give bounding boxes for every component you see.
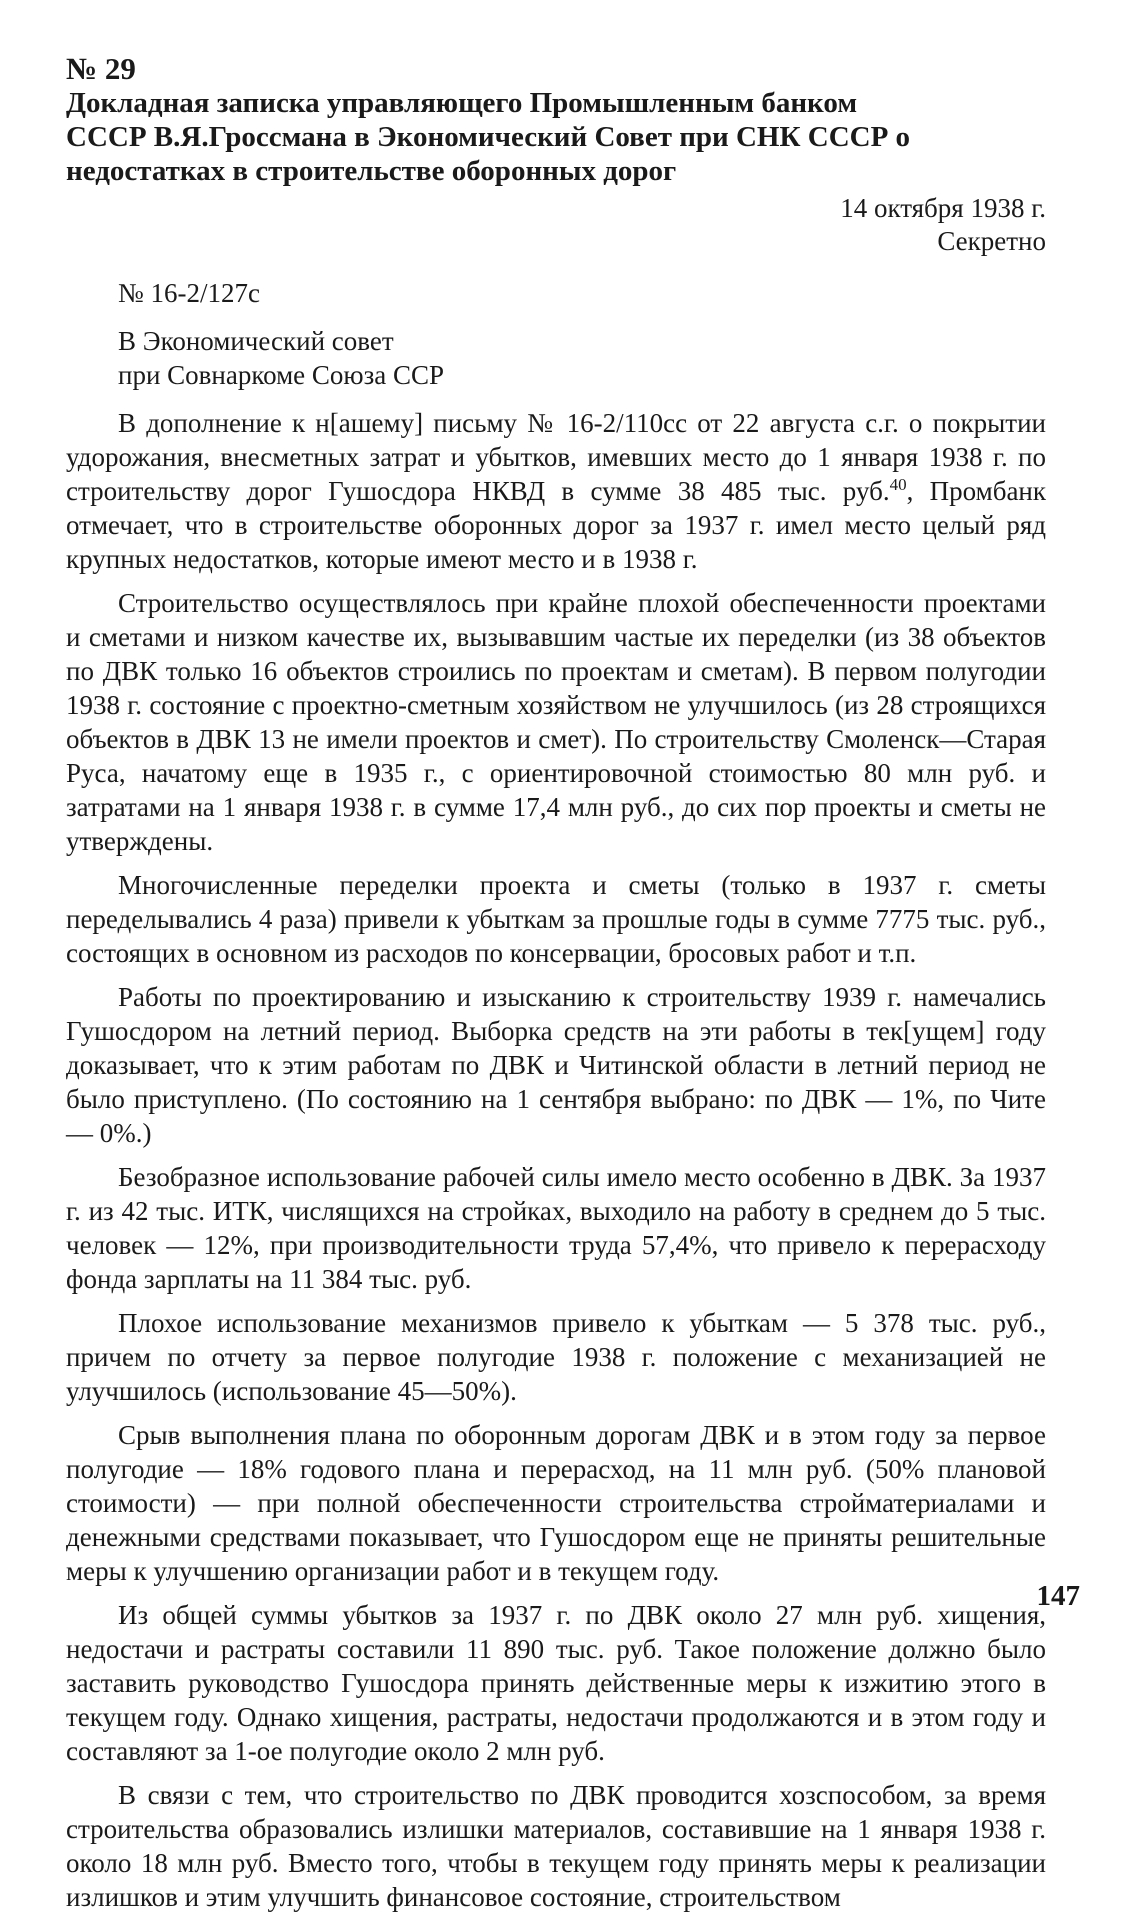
registration-number: № 16-2/127с (118, 278, 260, 308)
document-body (66, 406, 1046, 1914)
document-meta (66, 192, 1046, 258)
paragraph: Строительство осуществлялось при крайне плохой обеспеченности проектами и сметами и низком качестве их, вызывавшим частые их переделки (из 38 объектов по ДВК только 16 объектов строились по проектам и сметам). В первом полугодии 1938 г. состояние с проектно-сметным хозяйством не улучшилось (из 28 строящихся объектов в ДВК 13 не имели проектов и смет). По строительству Смоленск—Старая Руса, начатому еще в 1935 г., с ориентировочной стоимостью 80 млн руб. и затратами на 1 января 1938 г. в сумме 17,4 млн руб., до сих пор проекты и сметы не утверждены. (66, 588, 1046, 856)
addressee-line: В Экономический совет (118, 326, 394, 356)
document-number: № 29 (66, 51, 136, 86)
paragraph: Из общей суммы убытков за 1937 г. по ДВК около 27 млн руб. хищения, недостачи и растраты составили 11 890 тыс. руб. Такое положение должно было заставить руководство Гушосдора принять действенные меры к изжитию этого в текущем году. Однако хищения, растраты, недостачи продолжаются и в этом году и составляют за 1-ое полугодие около 2 млн руб. (66, 1600, 1046, 1766)
paragraph: В связи с тем, что строительство по ДВК проводится хозспособом, за время строительства образовались излишки материалов, составившие на 1 января 1938 г. около 18 млн руб. Вместо того, чтобы в текущем году принять меры к реализации излишков и этим улучшить финансовое состояние, строительством (66, 1780, 1046, 1912)
footnote-reference[interactable]: 40 (889, 475, 907, 494)
addressee-line: при Совнаркоме Союза ССР (118, 360, 445, 390)
document-date: 14 октября 1938 г. (840, 193, 1046, 223)
paragraph (66, 406, 1046, 576)
addressee-block (66, 324, 1046, 392)
page-number: 147 (1036, 1580, 1080, 1612)
paragraph-text: , Промбанк отмечает, что в строительстве оборонных дорог за 1937 г. имел место целый ряд крупных недостатков, которые имеют место и в 1938 г. (66, 476, 1046, 574)
classification-mark: Секретно (937, 226, 1046, 256)
paragraph: Многочисленные переделки проекта и сметы (только в 1937 г. сметы переделывались 4 раза) привели к убыткам за прошлые годы в сумме 7775 тыс. руб., состоящих в основном из расходов по консервации, бросовых работ и т.п. (66, 870, 1046, 968)
paragraph: Безобразное использование рабочей силы имело место особенно в ДВК. За 1937 г. из 42 тыс. ИТК, числящихся на стройках, выходило на работу в среднем до 5 тыс. человек — 12%, при производительности труда 57,4%, что привело к перерасходу фонда зарплаты на 11 384 тыс. руб. (66, 1162, 1046, 1294)
document-page (66, 52, 1046, 1924)
paragraph-text: В дополнение к н[ашему] письму № 16-2/110сс от 22 августа с.г. о покрытии удорожания, внесметных затрат и убытков, имевших место до 1 января 1938 г. по строительству дорог Гушосдора НКВД в сумме 38 485 тыс. руб. (66, 408, 1046, 506)
document-title: Докладная записка управляющего Промышленным банком СССР В.Я.Гроссмана в Экономический Совет при СНК СССР о недостатках в строительстве оборонных дорог (66, 87, 911, 187)
paragraph: Работы по проектированию и изысканию к строительству 1939 г. намечались Гушосдором на летний период. Выборка средств на эти работы в тек[ущем] году доказывает, что к этим работам по ДВК и Читинской области в летний период не было приступлено. (По состоянию на 1 сентября выбрано: по ДВК — 1%, по Чите — 0%.) (66, 982, 1046, 1148)
paragraph: Плохое использование механизмов привело к убыткам — 5 378 тыс. руб., причем по отчету за первое полугодие 1938 г. положение с механизацией не улучшилось (использование 45—50%). (66, 1308, 1046, 1406)
paragraph: Срыв выполнения плана по оборонным дорогам ДВК и в этом году за первое полугодие — 18% годового плана и перерасход, на 11 млн руб. (50% плановой стоимости) — при полной обеспеченности строительства стройматериалами и денежными средствами показывает, что Гушосдором еще не приняты решительные меры к улучшению организации работ и в текущем году. (66, 1420, 1046, 1586)
